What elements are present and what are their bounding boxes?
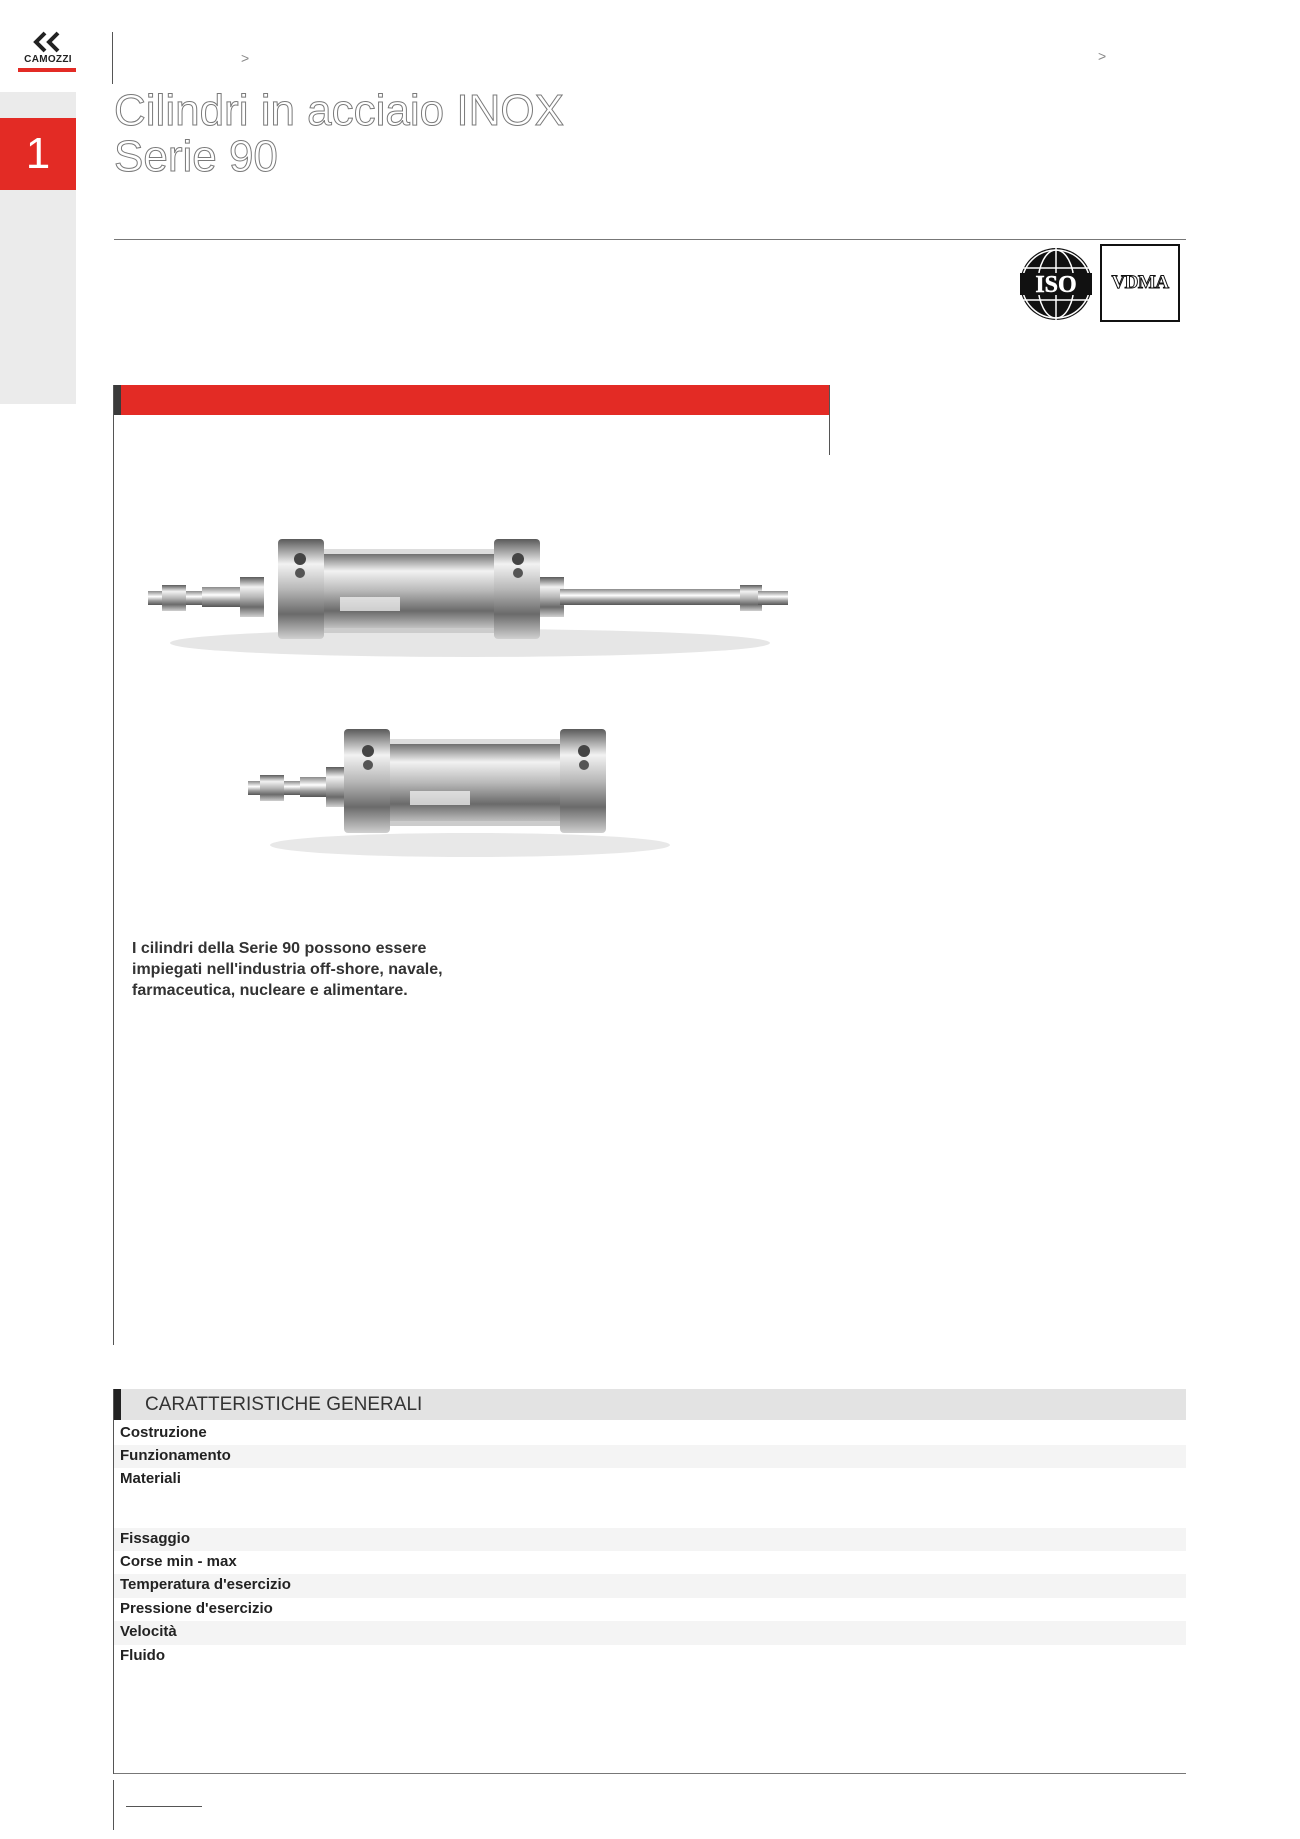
row-label: Costruzione (120, 1424, 207, 1441)
characteristics-row (114, 1422, 1186, 1445)
iso-globe-icon (1018, 246, 1094, 322)
double-rod-cylinder-image (140, 525, 800, 675)
bottom-rule (114, 1773, 1186, 1774)
characteristics-row (114, 1574, 1186, 1598)
chapter-number: 1 (25, 129, 51, 178)
row-label: Fissaggio (120, 1530, 191, 1547)
row-label: Funzionamento (120, 1447, 231, 1464)
title-rule (114, 239, 1186, 240)
header-divider (112, 32, 113, 84)
page-title-line1: Cilindri in acciaio INOX (114, 86, 564, 135)
vdma-label: VDMA (1111, 272, 1169, 293)
characteristics-row (114, 1528, 1186, 1551)
row-label: Fluido (120, 1647, 165, 1664)
single-rod-cylinder-image (240, 715, 680, 865)
row-label: Pressione d'esercizio (120, 1600, 273, 1617)
breadcrumb-separator: > (241, 50, 250, 66)
footer-page-line (126, 1806, 202, 1807)
characteristics-title: CARATTERISTICHE GENERALI (145, 1394, 423, 1415)
breadcrumb-separator: > (1098, 48, 1107, 64)
characteristics-row (114, 1645, 1186, 1687)
page-title (114, 88, 564, 180)
camozzi-logo (18, 30, 78, 74)
row-label: Corse min - max (120, 1553, 237, 1570)
row-label: Temperatura d'esercizio (120, 1576, 291, 1593)
brand-underline (18, 68, 76, 72)
row-label: Velocità (120, 1623, 177, 1640)
product-description: I cilindri della Serie 90 possono essere impiegati nell'industria off-shore, navale, farmaceutica, nucleare e alimentare. (132, 940, 443, 999)
content-left-divider (113, 385, 114, 1345)
characteristics-header-edge (114, 1389, 121, 1420)
characteristics-row (114, 1551, 1186, 1574)
characteristics-row (114, 1598, 1186, 1621)
row-label: Materiali (120, 1470, 181, 1487)
footer-divider (113, 1780, 114, 1830)
characteristics-row (114, 1468, 1186, 1528)
camozzi-mark-icon (31, 30, 65, 54)
page-title-line2: Serie 90 (114, 132, 278, 181)
vdma-logo (1100, 244, 1180, 322)
section-red-bar-edge (114, 385, 121, 415)
characteristics-row (114, 1445, 1186, 1468)
characteristics-row (114, 1621, 1186, 1645)
iso-label: ISO (1035, 272, 1077, 298)
section-right-divider (829, 385, 830, 455)
brand-name: CAMOZZI (24, 54, 72, 65)
section-red-bar (114, 385, 830, 415)
